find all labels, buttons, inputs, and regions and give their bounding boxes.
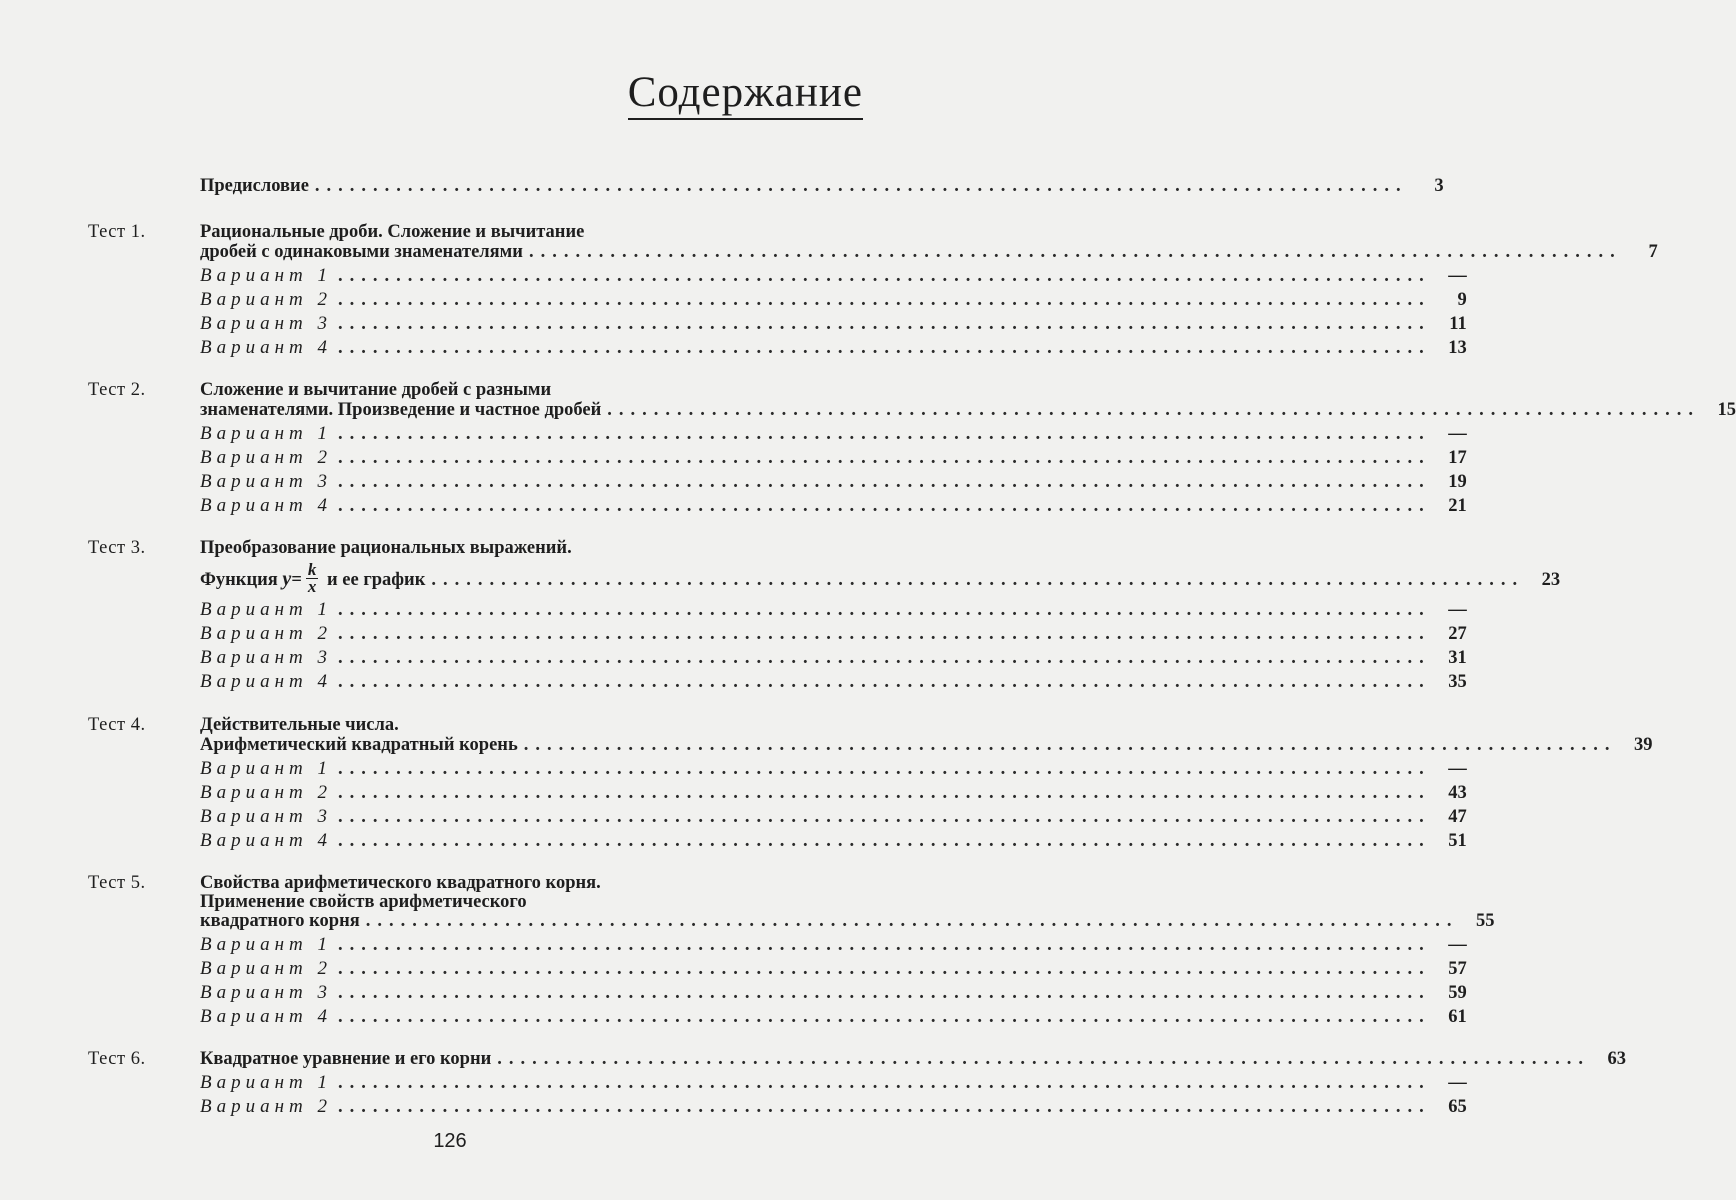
toc-variant[interactable]: Вариант 1 .............................................................................................. —	[200, 758, 1467, 779]
toc-entry-test-5[interactable]	[200, 909, 1495, 933]
leader-dots: ..............................................................................................	[338, 314, 1431, 334]
toc-entry-test-1[interactable]	[200, 240, 1658, 264]
toc-entry-title-line: Сложение и вычитание дробей с разными	[200, 380, 552, 400]
leader-dots: ..............................................................................................	[338, 935, 1431, 955]
page-title: Содержание	[628, 70, 863, 120]
leader-dots: ..............................................................................................	[338, 959, 1431, 979]
leader-dots: ..............................................................................................	[497, 1049, 1591, 1069]
leader-dots: ..............................................................................................	[338, 807, 1431, 827]
leader-dots: ..............................................................................................	[338, 1007, 1431, 1027]
toc-entry-title: Предисловие	[200, 176, 309, 196]
toc-variant[interactable]: Вариант 2 .............................................................................................. 27	[200, 623, 1467, 644]
toc-page-number: 23	[1541, 570, 1561, 590]
toc-entry-title: Квадратное уравнение и его корни	[200, 1049, 492, 1069]
toc-variant[interactable]: Вариант 3 .............................................................................................. 31	[200, 647, 1467, 668]
toc-entry-preface[interactable]	[200, 174, 1444, 198]
toc-entry-test-2[interactable]	[200, 398, 1736, 422]
leader-dots: ..............................................................................................	[338, 1073, 1431, 1093]
toc-variant[interactable]: Вариант 3 .............................................................................................. 47	[200, 806, 1467, 827]
leader-dots: ..............................................................................................	[338, 338, 1431, 358]
toc-entry-test-3[interactable]	[200, 559, 1561, 598]
toc-entry-title-line: Рациональные дроби. Сложение и вычитание	[200, 222, 585, 242]
leader-dots: ..............................................................................................	[338, 1097, 1431, 1117]
toc-variant[interactable]: Вариант 1 .............................................................................................. —	[200, 934, 1467, 955]
toc-variant[interactable]: Вариант 2 .............................................................................................. 43	[200, 782, 1467, 803]
toc-entry-test-4[interactable]	[200, 733, 1653, 757]
page-number: 126	[433, 1130, 467, 1152]
test-label: Тест 6.	[88, 1049, 146, 1069]
toc-entry-title: квадратного корня	[200, 911, 360, 931]
toc-entry-title-line: Преобразование рациональных выражений.	[200, 538, 572, 558]
toc-variant[interactable]: Вариант 3 .............................................................................................. 11	[200, 313, 1467, 334]
leader-dots: ..............................................................................................	[338, 983, 1431, 1003]
fraction-k-over-x: $\frac{k}{x}$	[307, 559, 317, 596]
leader-dots: ..............................................................................................	[314, 176, 1408, 196]
leader-dots: ..............................................................................................	[338, 472, 1431, 492]
leader-dots: ..............................................................................................	[338, 600, 1431, 620]
toc-page-number: 63	[1607, 1049, 1627, 1069]
toc-entry-title: Функция y= $\frac{k}{x}$ и ее график	[200, 559, 426, 596]
leader-dots: ..............................................................................................	[338, 831, 1431, 851]
leader-dots: ..............................................................................................	[338, 290, 1431, 310]
leader-dots: ..............................................................................................	[365, 911, 1459, 931]
toc-variant[interactable]: Вариант 4 .............................................................................................. 61	[200, 1006, 1467, 1027]
test-label: Тест 2.	[88, 380, 146, 400]
toc-page-number: 15	[1717, 400, 1736, 420]
leader-dots: ..............................................................................................	[338, 624, 1431, 644]
leader-dots: ..............................................................................................	[338, 266, 1431, 286]
toc-variant[interactable]: Вариант 4 .............................................................................................. 21	[200, 495, 1467, 516]
leader-dots: ..............................................................................................	[338, 496, 1431, 516]
formula-y: y	[282, 567, 292, 590]
toc-entry-title: знаменателями. Произведение и частное дробей	[200, 400, 602, 420]
toc-variant[interactable]: Вариант 2 .............................................................................................. 17	[200, 447, 1467, 468]
test-label: Тест 1.	[88, 222, 146, 242]
toc-variant[interactable]: Вариант 4 .............................................................................................. 35	[200, 671, 1467, 692]
toc-variant[interactable]: Вариант 4 .............................................................................................. 13	[200, 337, 1467, 358]
toc-variant[interactable]: Вариант 1 .............................................................................................. —	[200, 265, 1467, 286]
test-label: Тест 4.	[88, 715, 146, 735]
toc-entry-title: дробей с одинаковыми знаменателями	[200, 242, 523, 262]
leader-dots: ..............................................................................................	[528, 242, 1622, 262]
toc-page-number: 7	[1648, 242, 1658, 262]
toc-variant[interactable]: Вариант 1 .............................................................................................. —	[200, 599, 1467, 620]
toc-variant[interactable]: Вариант 2 .............................................................................................. 57	[200, 958, 1467, 979]
leader-dots: ..............................................................................................	[338, 648, 1431, 668]
toc-entry-title-line: Действительные числа.	[200, 715, 399, 735]
leader-dots: ..............................................................................................	[338, 448, 1431, 468]
toc-variant[interactable]: Вариант 3 .............................................................................................. 59	[200, 982, 1467, 1003]
toc-variant[interactable]: Вариант 2 .............................................................................................. 9	[200, 289, 1467, 310]
leader-dots: ..............................................................................................	[523, 735, 1617, 755]
test-label: Тест 3.	[88, 538, 146, 558]
leader-dots: ..............................................................................................	[338, 759, 1431, 779]
toc-entry-title-line: Применение свойств арифметического	[200, 892, 527, 912]
toc-entry-test-6[interactable]	[200, 1047, 1627, 1071]
leader-dots: ..............................................................................................	[431, 570, 1525, 590]
toc-variant[interactable]: Вариант 1 .............................................................................................. —	[200, 1072, 1467, 1093]
toc-entry-title: Арифметический квадратный корень	[200, 735, 518, 755]
leader-dots: ..............................................................................................	[338, 783, 1431, 803]
leader-dots: ..............................................................................................	[338, 424, 1431, 444]
toc-variant[interactable]: Вариант 2 .............................................................................................. 65	[200, 1096, 1467, 1117]
toc-variant[interactable]: Вариант 4 .............................................................................................. 51	[200, 830, 1467, 851]
toc-entry-title-line: Свойства арифметического квадратного корня.	[200, 873, 601, 893]
leader-dots: ..............................................................................................	[607, 400, 1701, 420]
test-label: Тест 5.	[88, 873, 146, 893]
toc-variant[interactable]: Вариант 3 .............................................................................................. 19	[200, 471, 1467, 492]
toc-page-number: 55	[1476, 911, 1495, 931]
toc-page-number: 39	[1634, 735, 1653, 755]
leader-dots: ..............................................................................................	[338, 672, 1431, 692]
toc-page-number: 3	[1434, 176, 1444, 196]
toc-variant[interactable]: Вариант 1 .............................................................................................. —	[200, 423, 1467, 444]
